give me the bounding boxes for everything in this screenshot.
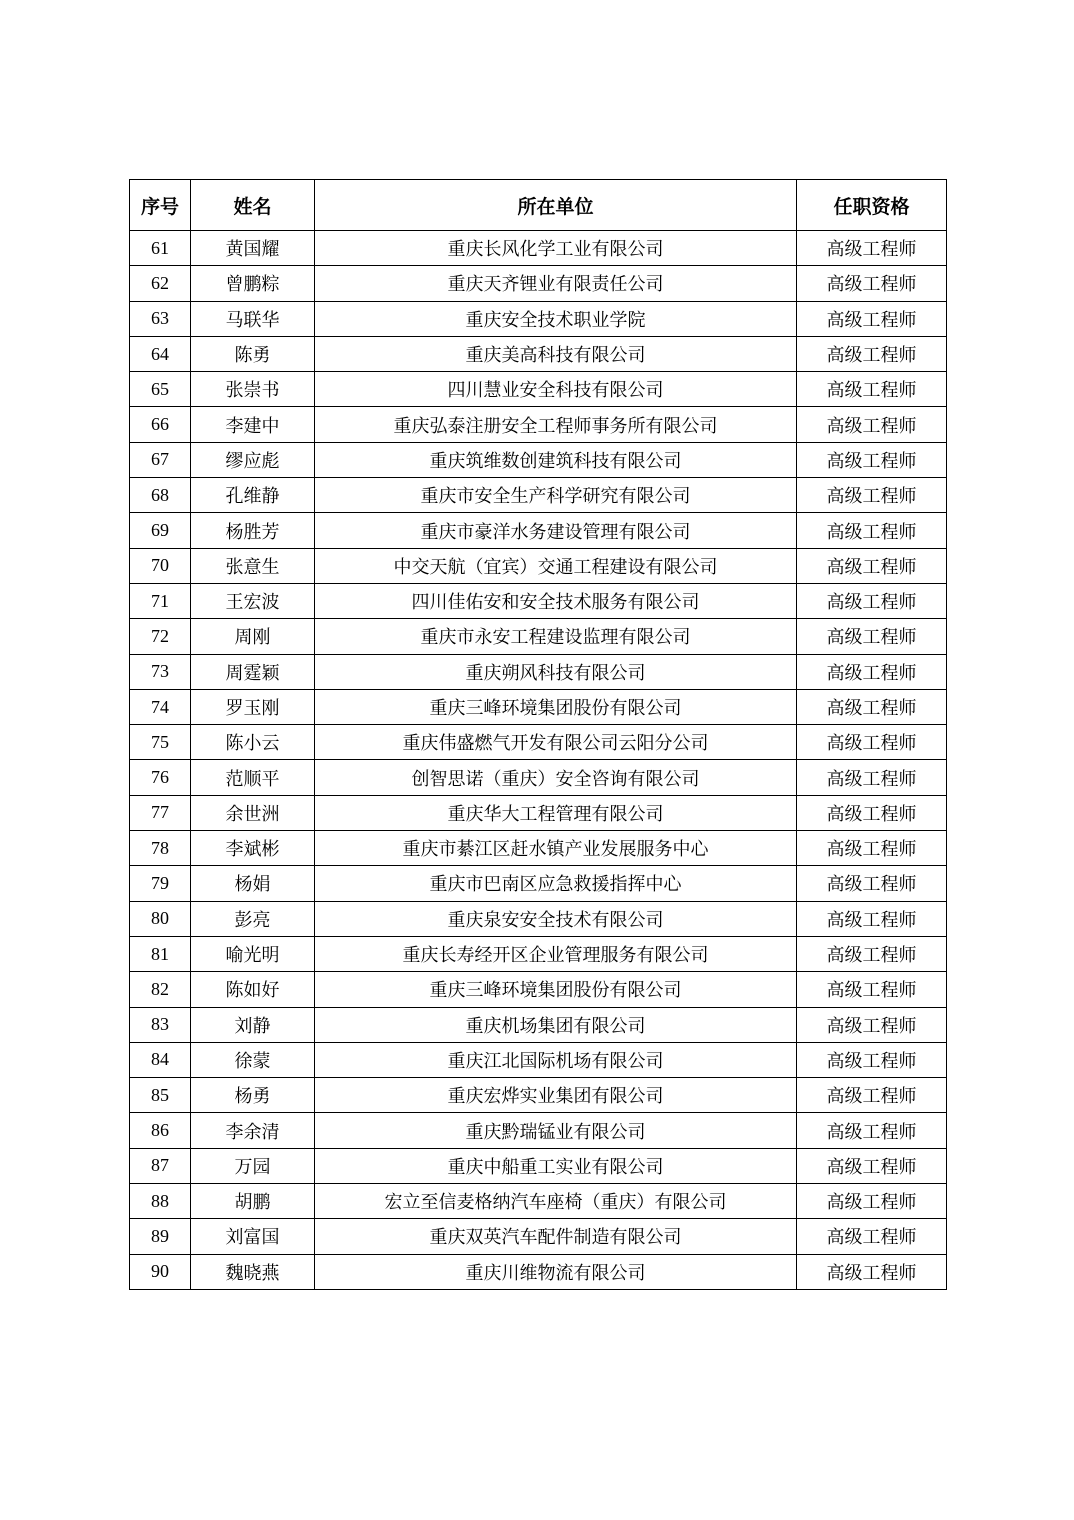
cell-name: 杨勇 bbox=[191, 1078, 315, 1113]
table-row bbox=[130, 478, 947, 513]
table-row bbox=[130, 1042, 947, 1077]
cell-name: 王宏波 bbox=[191, 583, 315, 618]
header-name: 姓名 bbox=[191, 180, 315, 231]
cell-name: 李建中 bbox=[191, 407, 315, 442]
cell-unit: 重庆三峰环境集团股份有限公司 bbox=[315, 689, 797, 724]
table-row bbox=[130, 442, 947, 477]
cell-unit: 重庆华大工程管理有限公司 bbox=[315, 795, 797, 830]
cell-unit: 重庆市安全生产科学研究有限公司 bbox=[315, 478, 797, 513]
cell-unit: 重庆机场集团有限公司 bbox=[315, 1007, 797, 1042]
cell-unit: 重庆市永安工程建设监理有限公司 bbox=[315, 619, 797, 654]
cell-unit: 四川慧业安全科技有限公司 bbox=[315, 372, 797, 407]
cell-qualification: 高级工程师 bbox=[797, 513, 947, 548]
cell-name: 胡鹏 bbox=[191, 1184, 315, 1219]
cell-qualification: 高级工程师 bbox=[797, 548, 947, 583]
table-header bbox=[130, 180, 947, 231]
table-row bbox=[130, 583, 947, 618]
table-row bbox=[130, 619, 947, 654]
cell-qualification: 高级工程师 bbox=[797, 972, 947, 1007]
table-row bbox=[130, 1184, 947, 1219]
header-qualification: 任职资格 bbox=[797, 180, 947, 231]
cell-qualification: 高级工程师 bbox=[797, 689, 947, 724]
cell-seq: 64 bbox=[130, 336, 191, 371]
cell-unit: 重庆泉安安全技术有限公司 bbox=[315, 901, 797, 936]
cell-seq: 75 bbox=[130, 725, 191, 760]
cell-qualification: 高级工程师 bbox=[797, 583, 947, 618]
cell-qualification: 高级工程师 bbox=[797, 442, 947, 477]
cell-seq: 72 bbox=[130, 619, 191, 654]
cell-seq: 74 bbox=[130, 689, 191, 724]
table-row bbox=[130, 689, 947, 724]
cell-unit: 重庆黔瑞锰业有限公司 bbox=[315, 1113, 797, 1148]
cell-name: 张崇书 bbox=[191, 372, 315, 407]
table-row bbox=[130, 1078, 947, 1113]
cell-qualification: 高级工程师 bbox=[797, 1254, 947, 1289]
cell-seq: 73 bbox=[130, 654, 191, 689]
cell-name: 彭亮 bbox=[191, 901, 315, 936]
cell-unit: 四川佳佑安和安全技术服务有限公司 bbox=[315, 583, 797, 618]
table-row bbox=[130, 866, 947, 901]
cell-seq: 69 bbox=[130, 513, 191, 548]
cell-seq: 90 bbox=[130, 1254, 191, 1289]
cell-seq: 84 bbox=[130, 1042, 191, 1077]
cell-qualification: 高级工程师 bbox=[797, 654, 947, 689]
cell-qualification: 高级工程师 bbox=[797, 336, 947, 371]
cell-name: 刘富国 bbox=[191, 1219, 315, 1254]
cell-seq: 65 bbox=[130, 372, 191, 407]
cell-qualification: 高级工程师 bbox=[797, 372, 947, 407]
table-row bbox=[130, 301, 947, 336]
cell-qualification: 高级工程师 bbox=[797, 231, 947, 266]
cell-unit: 重庆市豪洋水务建设管理有限公司 bbox=[315, 513, 797, 548]
cell-name: 周刚 bbox=[191, 619, 315, 654]
cell-seq: 76 bbox=[130, 760, 191, 795]
cell-qualification: 高级工程师 bbox=[797, 936, 947, 971]
cell-seq: 68 bbox=[130, 478, 191, 513]
cell-name: 杨胜芳 bbox=[191, 513, 315, 548]
cell-unit: 重庆美高科技有限公司 bbox=[315, 336, 797, 371]
table-row bbox=[130, 1148, 947, 1183]
cell-unit: 重庆宏烨实业集团有限公司 bbox=[315, 1078, 797, 1113]
header-unit: 所在单位 bbox=[315, 180, 797, 231]
cell-name: 马联华 bbox=[191, 301, 315, 336]
cell-seq: 61 bbox=[130, 231, 191, 266]
table-row bbox=[130, 1219, 947, 1254]
cell-seq: 77 bbox=[130, 795, 191, 830]
cell-qualification: 高级工程师 bbox=[797, 478, 947, 513]
table-row bbox=[130, 266, 947, 301]
cell-unit: 创智思诺（重庆）安全咨询有限公司 bbox=[315, 760, 797, 795]
cell-qualification: 高级工程师 bbox=[797, 619, 947, 654]
cell-unit: 重庆弘泰注册安全工程师事务所有限公司 bbox=[315, 407, 797, 442]
cell-name: 喻光明 bbox=[191, 936, 315, 971]
cell-name: 杨娟 bbox=[191, 866, 315, 901]
cell-name: 陈小云 bbox=[191, 725, 315, 760]
cell-name: 罗玉刚 bbox=[191, 689, 315, 724]
cell-seq: 86 bbox=[130, 1113, 191, 1148]
cell-seq: 82 bbox=[130, 972, 191, 1007]
cell-name: 缪应彪 bbox=[191, 442, 315, 477]
cell-name: 孔维静 bbox=[191, 478, 315, 513]
cell-name: 万园 bbox=[191, 1148, 315, 1183]
cell-name: 陈如好 bbox=[191, 972, 315, 1007]
cell-qualification: 高级工程师 bbox=[797, 1078, 947, 1113]
cell-unit: 中交天航（宜宾）交通工程建设有限公司 bbox=[315, 548, 797, 583]
cell-unit: 重庆伟盛燃气开发有限公司云阳分公司 bbox=[315, 725, 797, 760]
cell-seq: 89 bbox=[130, 1219, 191, 1254]
table-row bbox=[130, 901, 947, 936]
table-row bbox=[130, 1007, 947, 1042]
cell-unit: 重庆长风化学工业有限公司 bbox=[315, 231, 797, 266]
cell-name: 李余清 bbox=[191, 1113, 315, 1148]
cell-qualification: 高级工程师 bbox=[797, 1113, 947, 1148]
cell-qualification: 高级工程师 bbox=[797, 866, 947, 901]
cell-unit: 重庆安全技术职业学院 bbox=[315, 301, 797, 336]
roster-table bbox=[129, 179, 947, 1290]
table-row bbox=[130, 760, 947, 795]
cell-seq: 71 bbox=[130, 583, 191, 618]
cell-seq: 63 bbox=[130, 301, 191, 336]
cell-name: 徐蒙 bbox=[191, 1042, 315, 1077]
cell-qualification: 高级工程师 bbox=[797, 901, 947, 936]
table-row bbox=[130, 654, 947, 689]
cell-unit: 重庆江北国际机场有限公司 bbox=[315, 1042, 797, 1077]
cell-unit: 重庆朔风科技有限公司 bbox=[315, 654, 797, 689]
cell-name: 余世洲 bbox=[191, 795, 315, 830]
table-row bbox=[130, 372, 947, 407]
cell-name: 刘静 bbox=[191, 1007, 315, 1042]
table-row bbox=[130, 407, 947, 442]
table-row bbox=[130, 336, 947, 371]
cell-qualification: 高级工程师 bbox=[797, 1219, 947, 1254]
cell-name: 周霆颖 bbox=[191, 654, 315, 689]
cell-qualification: 高级工程师 bbox=[797, 1148, 947, 1183]
cell-qualification: 高级工程师 bbox=[797, 407, 947, 442]
cell-unit: 重庆长寿经开区企业管理服务有限公司 bbox=[315, 936, 797, 971]
cell-seq: 81 bbox=[130, 936, 191, 971]
cell-seq: 87 bbox=[130, 1148, 191, 1183]
cell-seq: 79 bbox=[130, 866, 191, 901]
cell-name: 范顺平 bbox=[191, 760, 315, 795]
cell-qualification: 高级工程师 bbox=[797, 795, 947, 830]
cell-seq: 66 bbox=[130, 407, 191, 442]
cell-qualification: 高级工程师 bbox=[797, 1007, 947, 1042]
table-row bbox=[130, 513, 947, 548]
cell-unit: 重庆川维物流有限公司 bbox=[315, 1254, 797, 1289]
cell-name: 黄国耀 bbox=[191, 231, 315, 266]
cell-seq: 85 bbox=[130, 1078, 191, 1113]
cell-unit: 重庆中船重工实业有限公司 bbox=[315, 1148, 797, 1183]
cell-unit: 重庆市綦江区赶水镇产业发展服务中心 bbox=[315, 831, 797, 866]
header-row bbox=[130, 180, 947, 231]
table-row bbox=[130, 725, 947, 760]
cell-qualification: 高级工程师 bbox=[797, 1042, 947, 1077]
table-row bbox=[130, 831, 947, 866]
cell-unit: 重庆天齐锂业有限责任公司 bbox=[315, 266, 797, 301]
cell-name: 李斌彬 bbox=[191, 831, 315, 866]
table-row bbox=[130, 1113, 947, 1148]
cell-qualification: 高级工程师 bbox=[797, 831, 947, 866]
cell-unit: 重庆三峰环境集团股份有限公司 bbox=[315, 972, 797, 1007]
cell-name: 魏晓燕 bbox=[191, 1254, 315, 1289]
cell-qualification: 高级工程师 bbox=[797, 725, 947, 760]
cell-unit: 重庆筑维数创建筑科技有限公司 bbox=[315, 442, 797, 477]
cell-unit: 重庆市巴南区应急救援指挥中心 bbox=[315, 866, 797, 901]
cell-unit: 宏立至信麦格纳汽车座椅（重庆）有限公司 bbox=[315, 1184, 797, 1219]
cell-seq: 88 bbox=[130, 1184, 191, 1219]
cell-qualification: 高级工程师 bbox=[797, 301, 947, 336]
header-seq: 序号 bbox=[130, 180, 191, 231]
cell-seq: 62 bbox=[130, 266, 191, 301]
cell-seq: 70 bbox=[130, 548, 191, 583]
cell-name: 张意生 bbox=[191, 548, 315, 583]
cell-seq: 78 bbox=[130, 831, 191, 866]
table-row bbox=[130, 548, 947, 583]
cell-qualification: 高级工程师 bbox=[797, 760, 947, 795]
table-body bbox=[130, 231, 947, 1290]
table-row bbox=[130, 936, 947, 971]
cell-qualification: 高级工程师 bbox=[797, 266, 947, 301]
cell-seq: 83 bbox=[130, 1007, 191, 1042]
cell-name: 陈勇 bbox=[191, 336, 315, 371]
table-row bbox=[130, 1254, 947, 1289]
table-row bbox=[130, 795, 947, 830]
table-row bbox=[130, 231, 947, 266]
cell-name: 曾鹏粽 bbox=[191, 266, 315, 301]
cell-seq: 67 bbox=[130, 442, 191, 477]
table-row bbox=[130, 972, 947, 1007]
cell-qualification: 高级工程师 bbox=[797, 1184, 947, 1219]
cell-unit: 重庆双英汽车配件制造有限公司 bbox=[315, 1219, 797, 1254]
cell-seq: 80 bbox=[130, 901, 191, 936]
